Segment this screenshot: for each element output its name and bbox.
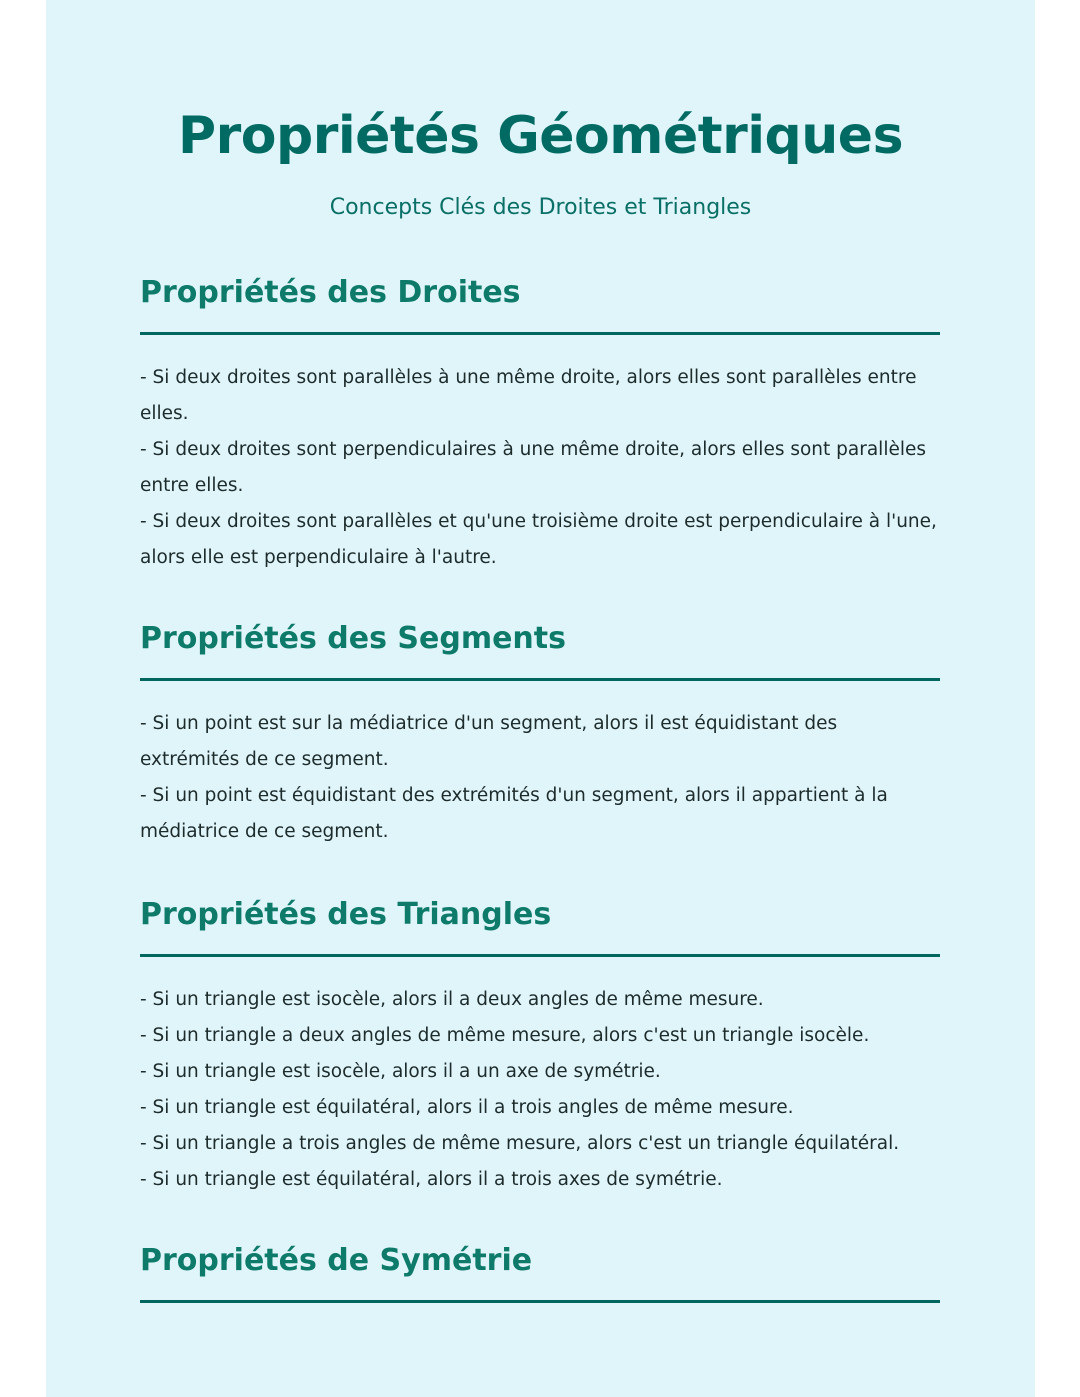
page-subtitle: Concepts Clés des Droites et Triangles [329,195,752,220]
list-item: - Si un triangle est isocèle, alors il a un axe de symétrie. [140,1061,661,1082]
section-segments [140,614,940,850]
list-item: - Si un triangle a trois angles de même mesure, alors c'est un triangle équilatéral. [140,1133,900,1154]
list-item: - Si un triangle est équilatéral, alors il a trois angles de même mesure. [140,1097,794,1118]
page-title: Propriétés Géométriques [177,106,904,166]
list-item: - Si un point est équidistant des extrémités d'un segment, alors il appartient à la médiatrice de ce segment. [140,785,888,842]
list-item: - Si un triangle est équilatéral, alors il a trois axes de symétrie. [140,1169,723,1190]
list-item: - Si un point est sur la médiatrice d'un segment, alors il est équidistant des extrémités de ce segment. [140,713,838,770]
property-list [140,982,940,1198]
list-item: - Si un triangle a deux angles de même mesure, alors c'est un triangle isocèle. [140,1025,870,1046]
section-title: Propriétés de Symétrie [140,1236,940,1303]
section-title: Propriétés des Segments [140,614,940,681]
section-triangles [140,890,940,1198]
section-title: Propriétés des Triangles [140,890,940,957]
section-title: Propriétés des Droites [140,268,940,335]
list-item: - Si un triangle est isocèle, alors il a deux angles de même mesure. [140,989,764,1010]
section-symetrie [140,1236,940,1303]
list-item: - Si deux droites sont parallèles et qu'une troisième droite est perpendiculaire à l'une, alors elle est perpendiculaire à l'autre. [140,511,937,568]
property-list [140,706,940,850]
list-item: - Si deux droites sont parallèles à une même droite, alors elles sont parallèles entre elles. [140,367,917,424]
section-droites [140,268,940,576]
list-item: - Si deux droites sont perpendiculaires à une même droite, alors elles sont parallèles entre elles. [140,439,927,496]
document-page [46,0,1035,1397]
property-list [140,360,940,576]
